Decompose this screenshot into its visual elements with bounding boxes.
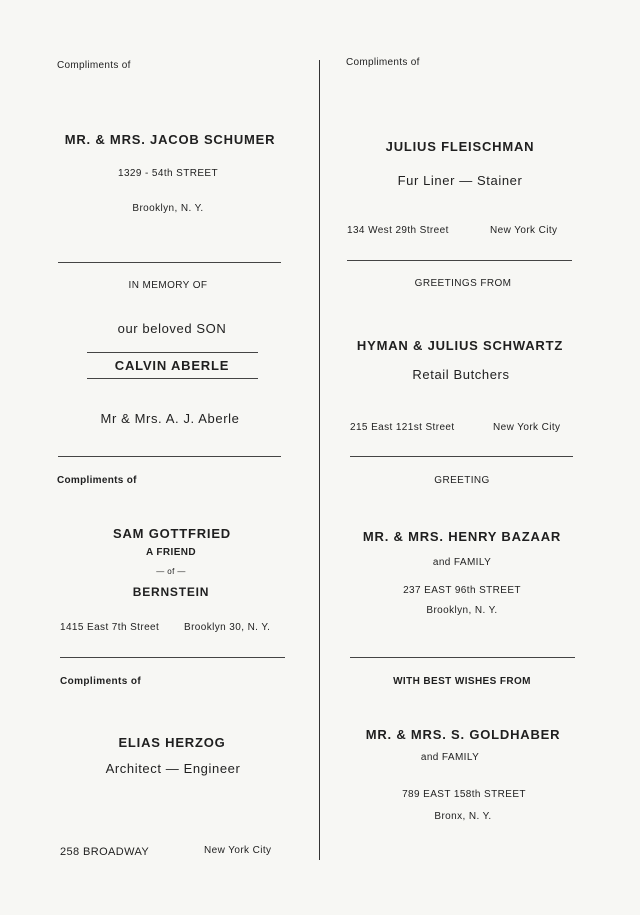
ad-name: MR. & MRS. HENRY BAZAAR: [362, 529, 562, 544]
ad-line: our beloved SON: [117, 321, 227, 336]
ad-city: New York City: [490, 225, 558, 236]
ad-title: Architect — Engineer: [105, 761, 241, 776]
ad-city: Bronx, N. Y.: [434, 811, 492, 822]
ad-city: Brooklyn, N. Y.: [132, 203, 204, 214]
ad-trade: Retail Butchers: [412, 367, 510, 382]
ad-name: CALVIN ABERLE: [114, 358, 230, 373]
ad-line1: A FRIEND: [145, 547, 197, 558]
ad-trade: Fur Liner — Stainer: [397, 173, 523, 188]
ad-line: and FAMILY: [420, 752, 480, 763]
ad-line3: BERNSTEIN: [132, 585, 210, 599]
ad-name: SAM GOTTFRIED: [112, 526, 232, 541]
ad-header: IN MEMORY OF: [128, 280, 208, 291]
ad-divider: [60, 657, 285, 658]
ad-divider: [347, 260, 572, 261]
ad-divider: [58, 456, 281, 457]
name-bottom-rule: [87, 378, 258, 379]
ad-street: 215 East 121st Street: [350, 422, 455, 433]
ad-street: 237 EAST 96th STREET: [403, 585, 521, 596]
ad-divider: [350, 456, 573, 457]
ad-name: MR. & MRS. JACOB SCHUMER: [64, 132, 276, 147]
ad-city: Brooklyn, N. Y.: [426, 605, 498, 616]
ad-street: 258 BROADWAY: [60, 846, 150, 858]
ad-name: JULIUS FLEISCHMAN: [385, 139, 535, 154]
ad-street: 1329 - 54th STREET: [117, 168, 219, 179]
ad-line2: — of —: [156, 567, 186, 576]
ad-name: ELIAS HERZOG: [118, 735, 226, 750]
ad-line: and FAMILY: [432, 557, 492, 568]
ad-name: MR. & MRS. S. GOLDHABER: [365, 727, 561, 742]
ad-header: Compliments of: [57, 60, 131, 71]
ad-header: WITH BEST WISHES FROM: [393, 676, 531, 687]
ad-from: Mr & Mrs. A. J. Aberle: [100, 411, 240, 426]
ad-name: HYMAN & JULIUS SCHWARTZ: [356, 338, 564, 353]
ad-street: 789 EAST 158th STREET: [402, 789, 526, 800]
ad-street: 134 West 29th Street: [347, 225, 449, 236]
ad-city: Brooklyn 30, N. Y.: [184, 622, 271, 633]
ad-street: 1415 East 7th Street: [60, 622, 160, 633]
column-divider: [319, 60, 320, 860]
ad-header: Compliments of: [60, 676, 142, 687]
ad-divider: [350, 657, 575, 658]
ad-divider: [58, 262, 281, 263]
ad-city: New York City: [204, 845, 272, 856]
ad-header: GREETING: [434, 475, 490, 486]
ad-city: New York City: [493, 422, 561, 433]
ad-header: Compliments of: [57, 475, 137, 486]
ad-header: Compliments of: [346, 57, 420, 68]
name-top-rule: [87, 352, 258, 353]
ad-header: GREETINGS FROM: [414, 278, 512, 289]
